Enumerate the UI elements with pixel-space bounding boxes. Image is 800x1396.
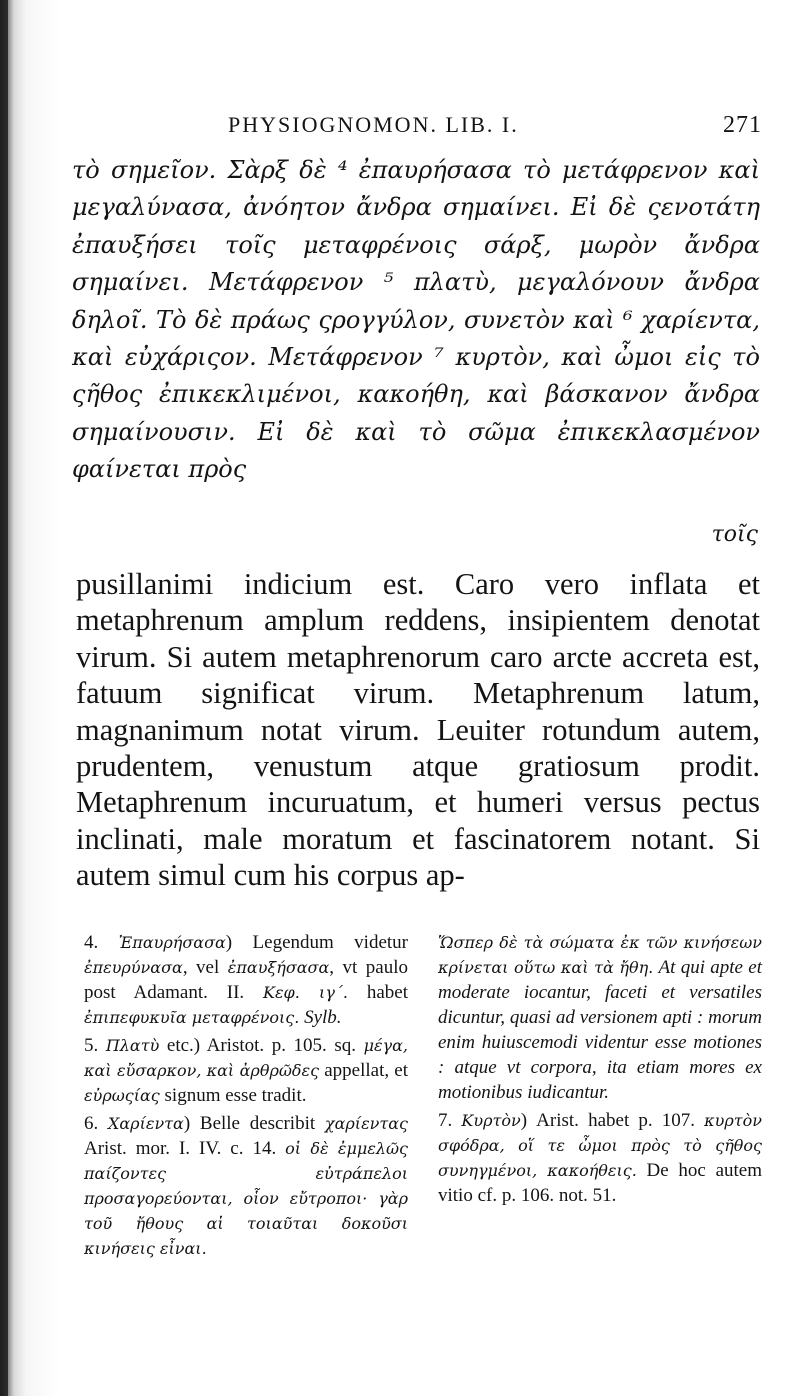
footnote-greek: ἐπευρύνασα xyxy=(84,958,183,977)
footnote-text: 5. xyxy=(84,1035,106,1056)
binding-shadow xyxy=(0,0,8,1396)
footnote-text: 6. xyxy=(84,1113,108,1134)
footnote xyxy=(438,1108,762,1208)
footnote-text: Arist. mor. I. IV. c. 14. xyxy=(84,1138,286,1159)
running-title: PHYSIOGNOMON. LIB. I. xyxy=(228,112,519,137)
footnote-text: etc.) Aristot. p. 105. sq. xyxy=(159,1035,364,1056)
footnote-text: , vt paulo post Adamant. II. xyxy=(84,957,408,1003)
footnote-text: habet xyxy=(347,982,408,1003)
footnote-text: ) Belle describit xyxy=(183,1113,325,1134)
footnote-greek: Πλατὺ xyxy=(105,1036,160,1055)
footnote-greek: χαρίεντας xyxy=(324,1114,408,1133)
greek-catchword: τοῖς xyxy=(711,522,758,547)
footnote-text: appellat, et xyxy=(319,1060,408,1081)
footnote xyxy=(438,930,762,1105)
footnote xyxy=(84,1033,408,1108)
latin-paragraph: pusillanimi indicium est. Caro vero inflata et metaphrenum amplum reddens, insipientem denotat virum. Si autem metaphrenorum caro arcte accreta est, fatuum significat virum. Metaphrenum latum, magnanimum notat virum. Leuiter rotundum autem, prudentem, venustum atque gratiosum prodit. Metaphrenum incuruatum, et humeri versus pectus inclinati, male moratum et fascinatorem notant. Si autem simul cum his corpus ap- xyxy=(76,567,760,893)
footnote-greek: εὐρωςίας xyxy=(84,1086,160,1105)
footnote xyxy=(84,1111,408,1261)
footnote-greek: ἐπαυξήσασα xyxy=(227,958,330,977)
footnote-greek: Κυρτὸν xyxy=(461,1111,521,1130)
footnote-greek: οἱ δὲ ἐμμελῶς παίζοντες εὐτράπελοι προσαγορεύονται, οἷον εὔτροποι· γὰρ τοῦ ἤθους αἱ τοιαῦται δοκοῦσι κινήσεις εἶναι. xyxy=(84,1139,408,1258)
footnote-text: De hoc autem vitio cf. p. 106. not. 51. xyxy=(438,1160,762,1206)
footnote-text: , vel xyxy=(182,957,228,978)
footnote-greek: κυρτὸν σφόδρα, οἵ τε ὦμοι πρὸς τὸ ςῆθος συνηγμένοι, κακοήθεις. xyxy=(438,1111,762,1180)
footnotes-right-column xyxy=(438,930,762,1264)
footnote-text: signum esse tradit. xyxy=(159,1085,307,1106)
footnote-greek: μέγα, καὶ εὔσαρκον, xyxy=(84,1036,408,1080)
footnote-text: ) Legendum videtur xyxy=(225,932,408,953)
footnote-greek: Χαρίεντα xyxy=(107,1114,184,1133)
footnote-italic: At qui apte et moderate iocantur, faceti et versatiles dicuntur, quasi ad versionem apti : morum enim huiuscemodi videntur esse motiones : atque vt corpora, ita etiam mores ex motionibus iudicantur. xyxy=(438,957,762,1103)
footnote-greek: ἐπιπεφυκυῖα μεταφρένοις. xyxy=(84,1008,300,1027)
footnote xyxy=(84,930,408,1030)
footnote-greek: Κεφ. ιγ΄. xyxy=(263,983,348,1002)
footnote-text: 7. xyxy=(438,1110,462,1131)
footnotes-left-column xyxy=(84,930,408,1264)
footnote-greek: καὶ ἀρθρῶδες xyxy=(206,1061,320,1080)
footnotes xyxy=(84,930,762,1264)
footnote-greek: Ἐπαυρήσασα xyxy=(118,933,226,952)
footnote-greek: Ὥσπερ δὲ τὰ σώματα ἐκ τῶν κινήσεων κρίνεται οὕτω καὶ τὰ ἤθη. xyxy=(438,933,762,977)
footnote-italic: Sylb. xyxy=(299,1007,342,1028)
running-header xyxy=(228,112,762,139)
footnote-text: ) Arist. habet p. 107. xyxy=(520,1110,705,1131)
footnote-text: 4. xyxy=(84,932,119,953)
latin-translation xyxy=(76,566,760,894)
greek-text-block: τὸ σημεῖον. Σὰρξ δὲ ⁴ ἐπαυρήσασα τὸ μετάφρενον καὶ μεγαλύνασα, ἀνόητον ἄνδρα σημαίνει. Εἰ δὲ ςενοτάτη ἐπαυξήσει τοῖς μεταφρένοις σάρξ, μωρὸν ἄνδρα σημαίνει. Μετάφρενον ⁵ πλατὺ, μεγαλόνουν ἄνδρα δηλοῖ. Τὸ δὲ πράως ςρογγύλον, συνετὸν καὶ ⁶ χαρίεντα, καὶ εὐχάριςον. Μετάφρενον ⁷ κυρτὸν, καὶ ὦμοι εἰς τὸ ςῆθος ἐπικεκλιμένοι, κακοήθη, καὶ βάσκανον ἄνδρα σημαίνουσιν. Εἰ δὲ καὶ τὸ σῶμα ἐπικεκλασμένον φαίνεται πρὸς xyxy=(72,156,760,484)
page-number: 271 xyxy=(723,112,762,138)
